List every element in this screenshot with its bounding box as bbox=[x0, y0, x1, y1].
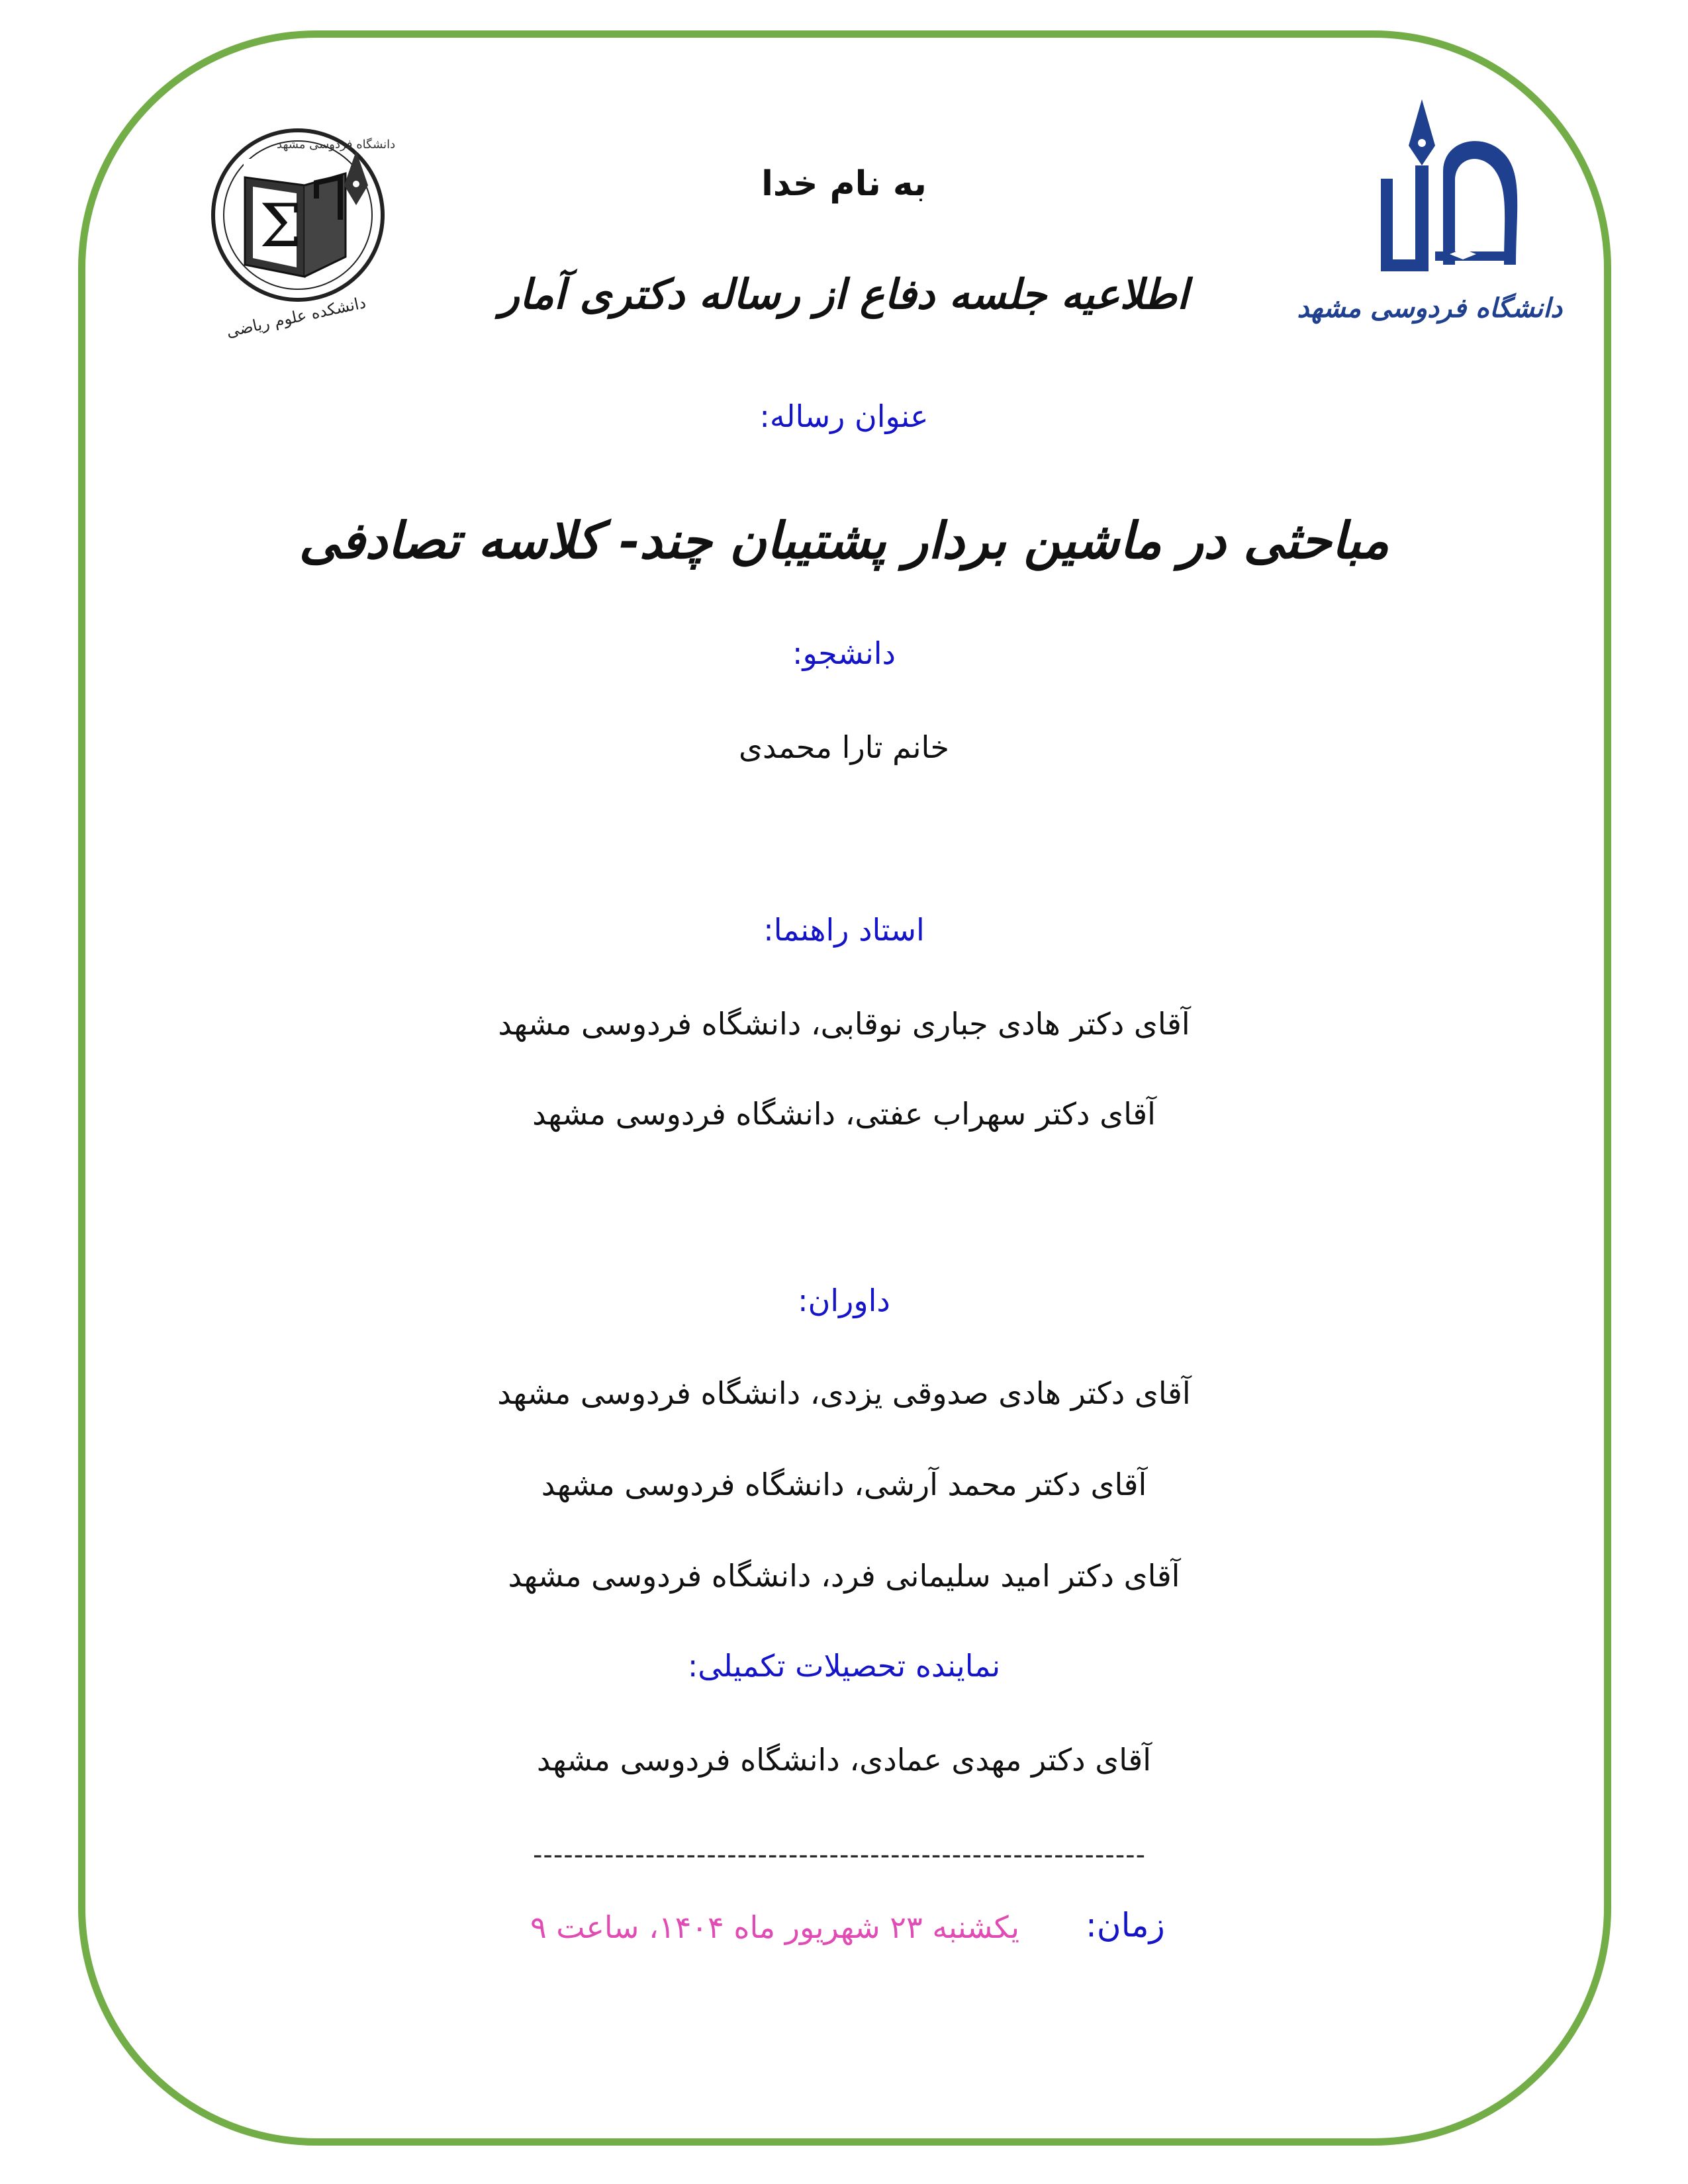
referees-label: داوران: bbox=[798, 1283, 890, 1318]
graduate-rep-label: نماینده تحصیلات تکمیلی: bbox=[687, 1648, 1001, 1684]
basmala: به نام خدا bbox=[761, 164, 927, 204]
student-label: دانشجو: bbox=[792, 635, 896, 671]
svg-text:Σ: Σ bbox=[259, 191, 302, 261]
thesis-title: مباحثی در ماشین بردار پشتیبان چند- کلاسه تصادفی bbox=[299, 511, 1389, 570]
separator-line: ------------------------------------------------------------ bbox=[532, 1840, 1146, 1870]
referee-item: آقای دکتر محمد آرشی، دانشگاه فردوسی مشهد bbox=[541, 1467, 1147, 1502]
student-name: خانم تارا محمدی bbox=[738, 729, 949, 765]
supervisor-item: آقای دکتر هادی جباری نوقابی، دانشگاه فردوسی مشهد bbox=[498, 1006, 1190, 1042]
faculty-logo-text-top: دانشگاه فردوسی مشهد bbox=[277, 138, 396, 152]
referee-item: آقای دکتر امید سلیمانی فرد، دانشگاه فردوسی مشهد bbox=[508, 1558, 1180, 1594]
university-logo-text: دانشگاه فردوسی مشهد bbox=[1297, 293, 1562, 324]
time-label: زمان: bbox=[1086, 1906, 1165, 1944]
referee-item: آقای دکتر هادی صدوقی یزدی، دانشگاه فردوسی مشهد bbox=[497, 1375, 1191, 1411]
time-value: یکشنبه ۲۳ شهریور ماه ۱۴۰۴، ساعت ۹ bbox=[530, 1909, 1019, 1945]
graduate-rep-name: آقای دکتر مهدی عمادی، دانشگاه فردوسی مشهد bbox=[536, 1742, 1152, 1778]
supervisor-label: استاد راهنما: bbox=[763, 912, 925, 948]
faculty-logo-text-bottom: دانشکده علوم ریاضی bbox=[224, 293, 368, 341]
thesis-title-label: عنوان رساله: bbox=[759, 398, 929, 434]
supervisor-item: آقای دکتر سهراب عفتی، دانشگاه فردوسی مشهد bbox=[532, 1096, 1156, 1132]
announcement-title: اطلاعیه جلسه دفاع از رساله دکتری آمار bbox=[499, 270, 1189, 318]
